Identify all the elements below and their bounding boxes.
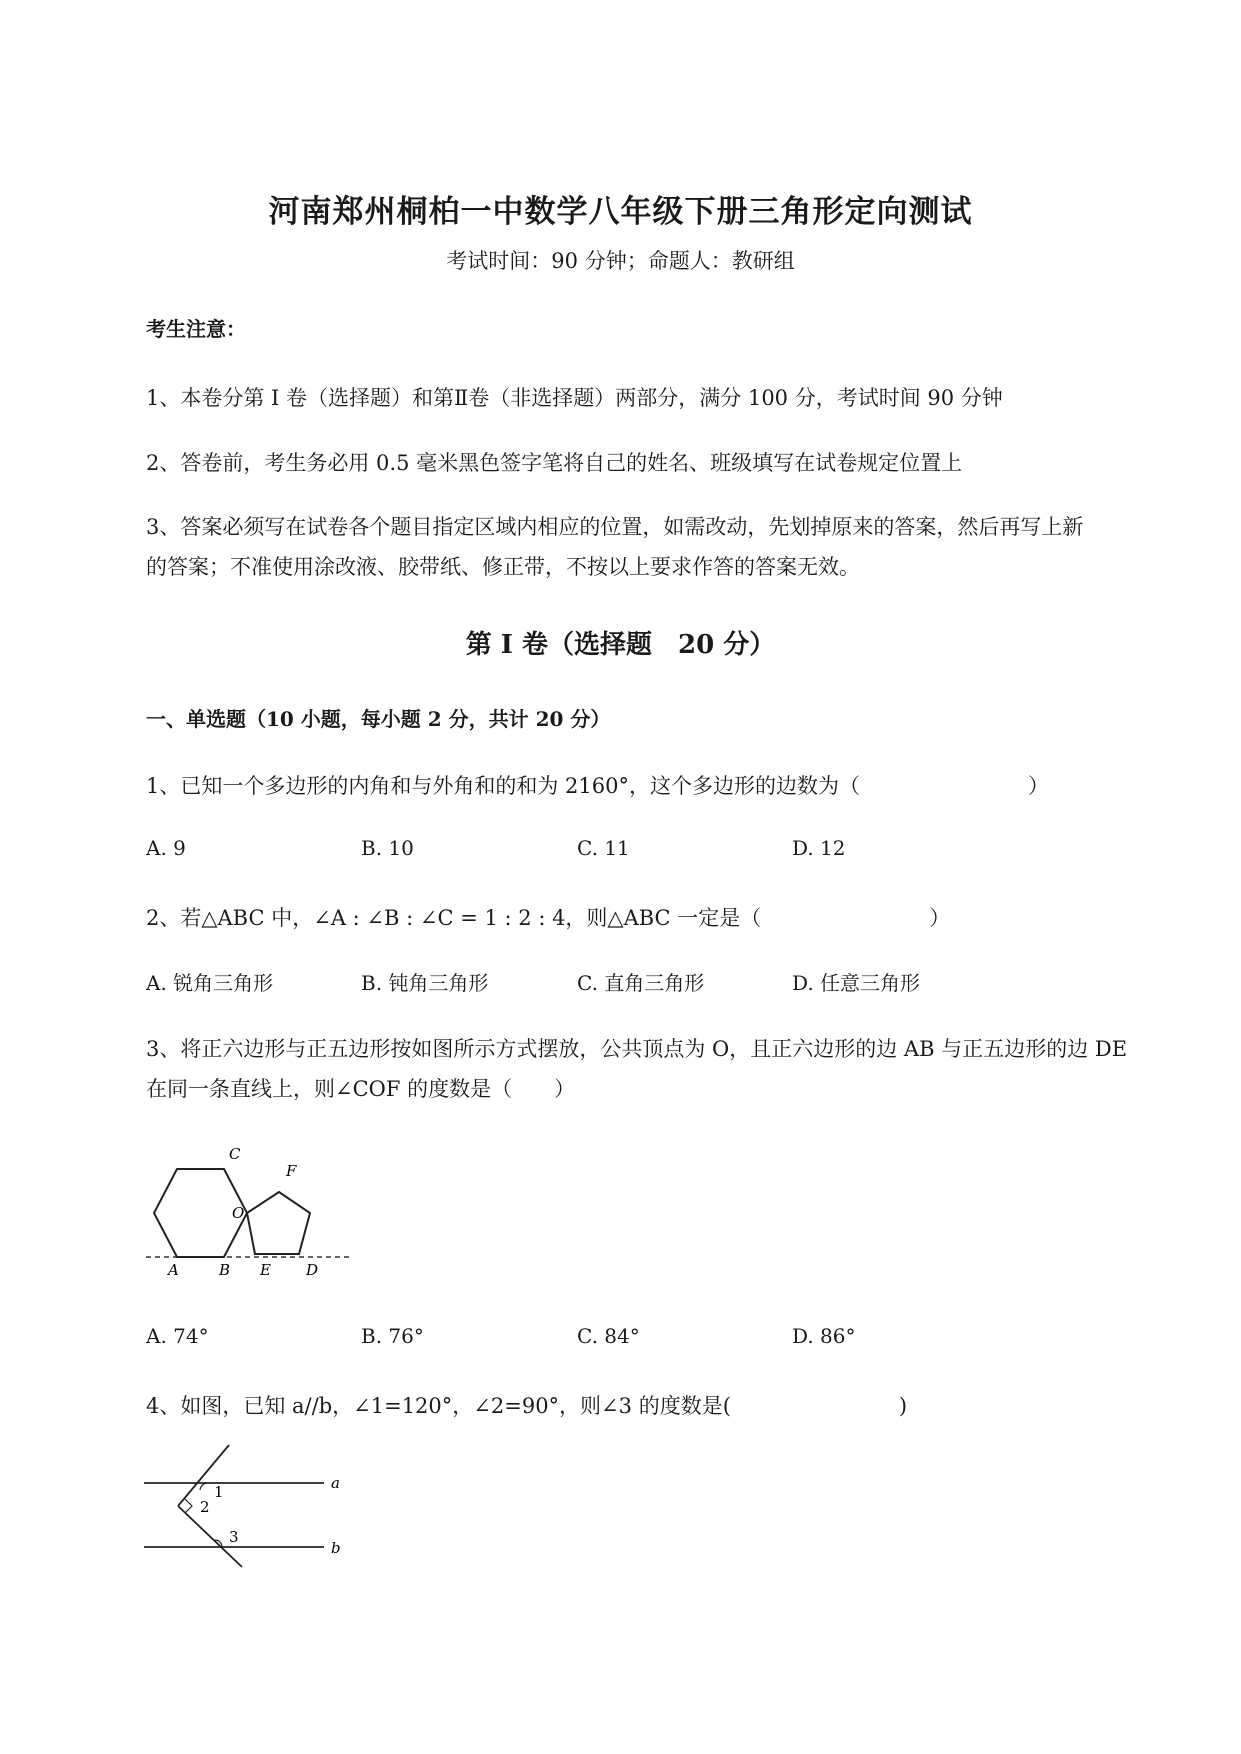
label-a: A [168,1261,179,1279]
label-angle-3: 3 [229,1528,239,1546]
question-4-stem: 4、如图，已知 a//b，∠1=120°，∠2=90°，则∠3 的度数是( ) [146,1394,908,1418]
question-3-option-a: A. 74° [146,1324,209,1348]
label-b: B [219,1261,231,1279]
notice-heading: 考生注意： [146,317,246,341]
notice-item: 2、答卷前，考生务必用 0.5 毫米黑色签字笔将自己的姓名、班级填写在试卷规定位置上 [146,451,963,475]
part-heading: 一、单选题（10 小题，每小题 2 分，共计 20 分） [146,707,611,731]
question-3-stem: 3、将正六边形与正五边形按如图所示方式摆放，公共顶点为 O，且正六边形的边 AB 与正五边形的边 DE [146,1037,1128,1061]
label-e: E [260,1261,271,1279]
label-f: F [286,1162,297,1180]
question-1-option-c: C. 11 [577,836,630,860]
question-3-option-b: B. 76° [361,1324,424,1348]
parallel-lines-figure [144,1440,349,1570]
question-2-option-c: C. 直角三角形 [577,971,705,995]
label-angle-2: 2 [200,1498,210,1516]
label-line-b: b [331,1539,341,1557]
notice-item: 1、本卷分第 I 卷（选择题）和第Ⅱ卷（非选择题）两部分，满分 100 分，考试时间 90 分钟 [146,386,1003,410]
question-1-option-a: A. 9 [146,836,186,860]
question-3-option-c: C. 84° [577,1324,640,1348]
label-o: O [232,1204,245,1222]
hexagon-pentagon-figure [146,1143,361,1281]
section-title: 第 I 卷（选择题 20 分） [465,630,776,660]
question-3-stem-continued: 在同一条直线上，则∠COF 的度数是（ ） [146,1077,576,1101]
label-d: D [306,1261,319,1279]
question-1-option-d: D. 12 [792,836,846,860]
label-line-a: a [331,1474,340,1492]
notice-item: 3、答案必须写在试卷各个题目指定区域内相应的位置，如需改动，先划掉原来的答案，然后再写上新 [146,515,1084,539]
question-1-stem: 1、已知一个多边形的内角和与外角和的和为 2160°，这个多边形的边数为（ ） [146,774,1049,798]
question-2-option-b: B. 钝角三角形 [361,971,489,995]
exam-info: 考试时间：90 分钟；命题人：教研组 [446,249,795,273]
question-2-option-d: D. 任意三角形 [792,971,921,995]
label-angle-1: 1 [214,1483,224,1501]
notice-item-continued: 的答案；不准使用涂改液、胶带纸、修正带，不按以上要求作答的答案无效。 [146,555,860,579]
label-c: C [229,1145,241,1163]
question-2-stem: 2、若△ABC 中，∠A : ∠B : ∠C = 1 : 2 : 4，则△ABC 一定是（ ） [146,906,951,930]
question-1-option-b: B. 10 [361,836,414,860]
page-title: 河南郑州桐柏一中数学八年级下册三角形定向测试 [268,194,973,230]
question-2-option-a: A. 锐角三角形 [146,971,274,995]
question-3-option-d: D. 86° [792,1324,856,1348]
